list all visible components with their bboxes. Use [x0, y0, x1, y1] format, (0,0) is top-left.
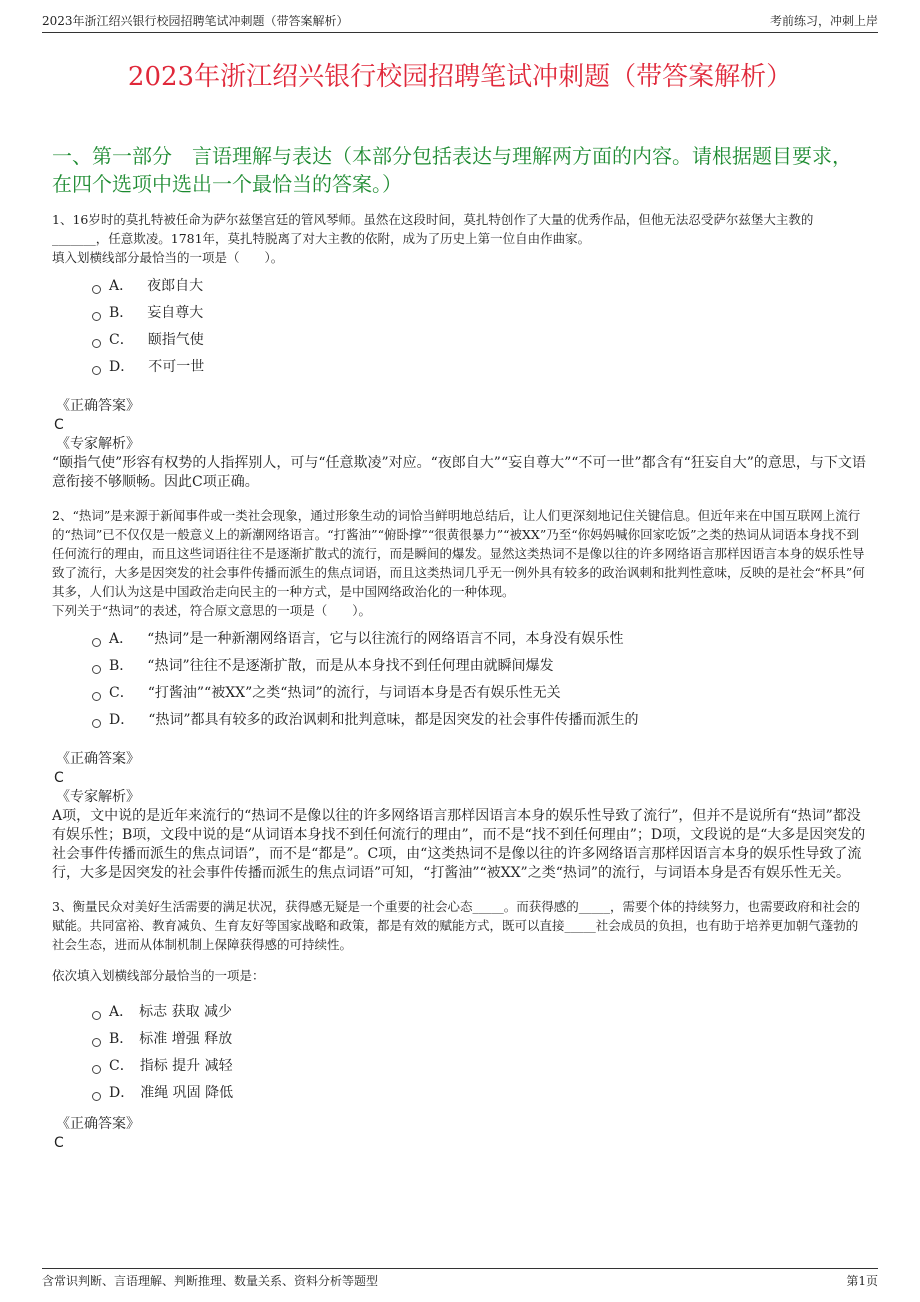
- answer-block: [52, 397, 868, 492]
- option-list: [52, 999, 868, 1107]
- radio-icon[interactable]: [92, 1065, 101, 1074]
- option-letter: A．: [109, 1004, 134, 1020]
- option-d[interactable]: [92, 354, 868, 381]
- answer-value: C: [54, 770, 64, 786]
- question-1: [52, 210, 868, 492]
- option-text: 妄自尊大: [147, 305, 204, 321]
- radio-icon[interactable]: [92, 1092, 101, 1101]
- header-doc-title: 2023年浙江绍兴银行校园招聘笔试冲刺题（带答案解析）: [42, 14, 349, 28]
- option-text: “热词”是一种新潮网络语言，它与以往流行的网络语言不同，本身没有娱乐性: [147, 631, 624, 647]
- option-text: 不可一世: [148, 359, 205, 375]
- header-slogan: 考前练习，冲刺上岸: [769, 14, 878, 28]
- radio-icon[interactable]: [92, 366, 101, 375]
- analysis-label: 《专家解析》: [56, 436, 140, 452]
- option-d[interactable]: [92, 707, 868, 734]
- option-letter: A．: [109, 278, 134, 294]
- radio-icon[interactable]: [92, 1011, 101, 1020]
- option-c[interactable]: [92, 1053, 868, 1080]
- question-stem: 1、16岁时的莫扎特被任命为萨尔兹堡宫廷的管风琴师。虽然在这段时间，莫扎特创作了大量的优秀作品，但他无法忍受萨尔兹堡大主教的_______，任意欺凌。1781年，莫扎特脱离了对大主教的依附，成为了历史上第一位自由作曲家。: [52, 212, 814, 246]
- answer-label: 《正确答案》: [56, 751, 140, 767]
- footer-question-types: 含常识判断、言语理解、判断推理、数量关系、资料分析等题型: [42, 1274, 379, 1288]
- question-2: [52, 506, 868, 883]
- question-prompt: 填入划横线部分最恰当的一项是（ ）。: [52, 250, 284, 265]
- option-text: 准绳 巩固 降低: [140, 1085, 234, 1101]
- option-letter: C．: [109, 1058, 134, 1074]
- radio-icon[interactable]: [92, 1038, 101, 1047]
- analysis-label: 《专家解析》: [56, 789, 140, 805]
- option-text: 夜郎自大: [147, 278, 204, 294]
- section-title: 一、第一部分 言语理解与表达（本部分包括表达与理解两方面的内容。请根据题目要求，在四个选项中选出一个最恰当的答案。）: [52, 144, 852, 196]
- option-text: 标准 增强 释放: [139, 1031, 233, 1047]
- option-text: “打酱油”“被XX”之类“热词”的流行，与词语本身是否有娱乐性无关: [147, 685, 561, 701]
- radio-icon[interactable]: [92, 339, 101, 348]
- radio-icon[interactable]: [92, 285, 101, 294]
- question-3: [52, 897, 868, 1153]
- option-text: 指标 提升 减轻: [139, 1058, 233, 1074]
- option-letter: D．: [109, 712, 135, 728]
- option-letter: B．: [109, 658, 134, 674]
- option-letter: B．: [109, 305, 134, 321]
- page-title: 2023年浙江绍兴银行校园招聘笔试冲刺题（带答案解析）: [127, 62, 793, 93]
- radio-icon[interactable]: [92, 719, 101, 728]
- option-b[interactable]: [92, 300, 868, 327]
- option-letter: C．: [109, 332, 134, 348]
- answer-value: C: [54, 1135, 64, 1151]
- option-letter: D．: [109, 359, 135, 375]
- radio-icon[interactable]: [92, 692, 101, 701]
- radio-icon[interactable]: [92, 638, 101, 647]
- analysis-text: “颐指气使”形容有权势的人指挥别人，可与“任意欺凌”对应。“夜郎自大”“妄自尊大”“不可一世”都含有“狂妄自大”的意思，与下文语意衔接不够顺畅。因此C项正确。: [52, 455, 866, 490]
- option-text: 标志 获取 减少: [139, 1004, 233, 1020]
- answer-label: 《正确答案》: [56, 1116, 140, 1132]
- option-a[interactable]: [92, 273, 868, 300]
- question-stem: 3、衡量民众对美好生活需要的满足状况，获得感无疑是一个重要的社会心态_____。而获得感的_____，需要个体的持续努力，也需要政府和社会的赋能。共同富裕、教育减负、生育友好等国家战略和政策，都是有效的赋能方式，既可以直接_____社会成员的负担，也有助于培养更加朝气蓬勃的社会生态，进而从体制机制上保障获得感的可持续性。: [52, 899, 860, 952]
- question-stem: 2、“热词”是来源于新闻事件或一类社会现象，通过形象生动的词恰当鲜明地总结后，让人们更深刻地记住关键信息。但近年来在中国互联网上流行的“热词”已不仅仅是一般意义上的新潮网络语言。“打酱油”“俯卧撑”“很黄很暴力”“被XX”乃至“你妈妈喊你回家吃饭”之类的热词从词语本身找不到任何流行的理由，而且这些词语往往不是逐渐扩散式的流行，而是瞬间的爆发。显然这类热词不是像以往的许多网络语言那样因语言本身的娱乐性导致了流行，大多是因突发的社会事件传播而派生的焦点词语，而且这类热词几乎无一例外具有较多的政治讽刺和批判性意味，反映的是社会“杯具”何其多，人们认为这是中国政治走向民主的一种方式，是中国网络政治化的一种体现。: [52, 508, 865, 599]
- answer-label: 《正确答案》: [56, 398, 140, 414]
- option-d[interactable]: [92, 1080, 868, 1107]
- answer-block: [52, 1115, 868, 1153]
- option-text: 颐指气使: [147, 332, 204, 348]
- option-b[interactable]: [92, 653, 868, 680]
- option-c[interactable]: [92, 680, 868, 707]
- question-prompt: 依次填入划横线部分最恰当的一项是：: [52, 968, 265, 983]
- option-text: “热词”往往不是逐渐扩散，而是从本身找不到任何理由就瞬间爆发: [147, 658, 554, 674]
- answer-block: [52, 750, 868, 883]
- option-b[interactable]: [92, 1026, 868, 1053]
- page-footer: [42, 1268, 878, 1293]
- page-number: 第1页: [846, 1274, 878, 1288]
- option-list: [52, 626, 868, 734]
- option-letter: B．: [109, 1031, 134, 1047]
- radio-icon[interactable]: [92, 665, 101, 674]
- option-a[interactable]: [92, 626, 868, 653]
- option-list: [52, 273, 868, 381]
- radio-icon[interactable]: [92, 312, 101, 321]
- analysis-text: A项，文中说的是近年来流行的“热词不是像以往的许多网络语言那样因语言本身的娱乐性导致了流行”，但并不是说所有“热词”都没有娱乐性；B项，文段中说的是“从词语本身找不到任何流行的理由”，而不是“找不到任何理由”；D项，文段说的是“大多是因突发的社会事件传播而派生的焦点词语”，而不是“都是”。C项，由“这类热词不是像以往的许多网络语言那样因语言本身的娱乐性导致了流行，大多是因突发的社会事件传播而派生的焦点词语”可知，“打酱油”“被XX”之类“热词”的流行，与词语本身是否有娱乐性无关。: [52, 808, 866, 881]
- option-letter: C．: [109, 685, 134, 701]
- page-header: [42, 10, 878, 33]
- option-a[interactable]: [92, 999, 868, 1026]
- question-list: [52, 210, 868, 1167]
- option-letter: A．: [109, 631, 134, 647]
- option-c[interactable]: [92, 327, 868, 354]
- answer-value: C: [54, 417, 64, 433]
- question-prompt: 下列关于“热词”的表述，符合原文意思的一项是（ ）。: [52, 603, 372, 618]
- option-text: “热词”都具有较多的政治讽刺和批判意味，都是因突发的社会事件传播而派生的: [148, 712, 639, 728]
- option-letter: D．: [109, 1085, 135, 1101]
